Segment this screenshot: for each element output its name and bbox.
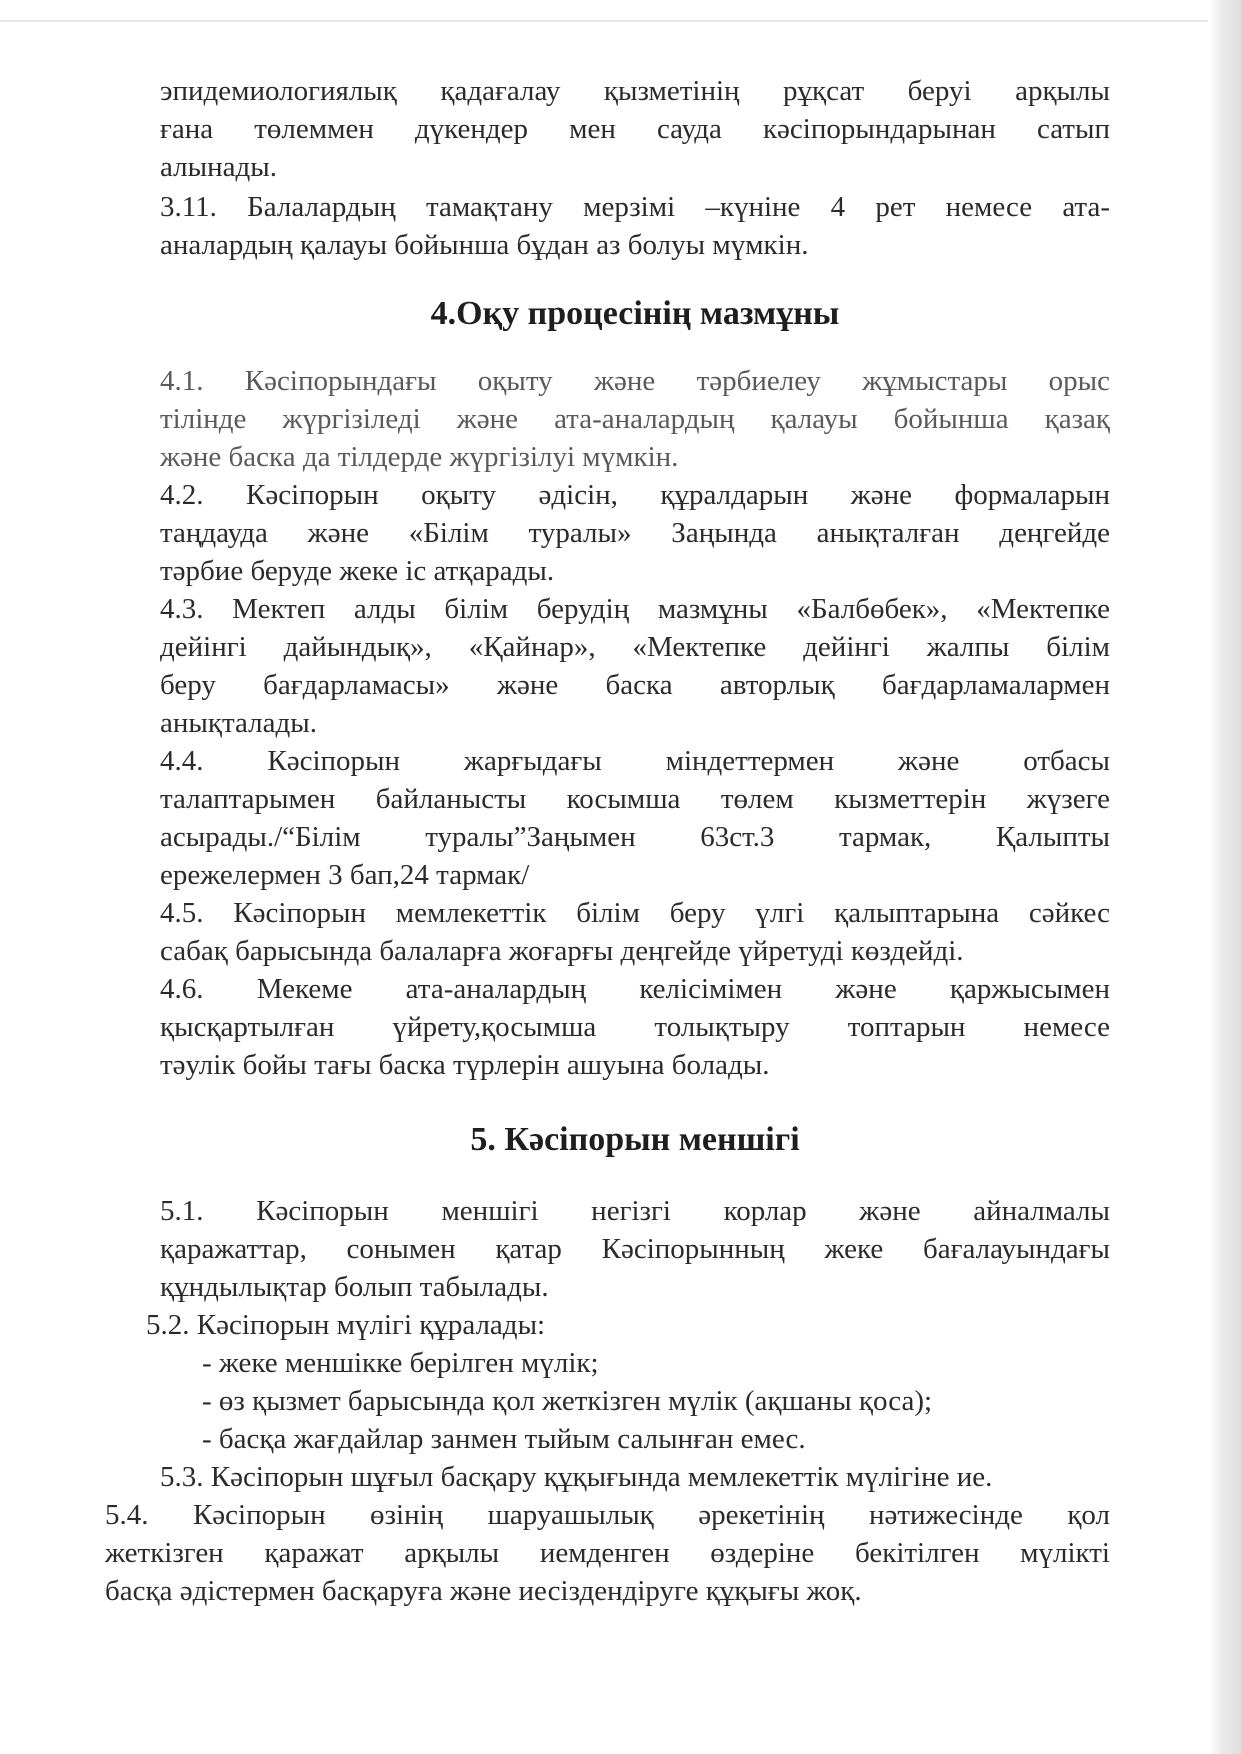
bullet-item: - өз қызмет барысында қол жеткізген мүлік (ақшаны қоса); xyxy=(202,1385,933,1417)
text-line: 4.1. Кәсіпорындағы оқыту және тәрбиелеу жұмыстары орыс xyxy=(160,365,1110,397)
item-5-4 xyxy=(105,1496,1110,1610)
bullet-item: - басқа жағдайлар занмен тыйым салынған емес. xyxy=(202,1423,806,1455)
text-line: беру бағдарламасы» және баска авторлық бағдарламалармен xyxy=(160,669,1110,701)
text-line: басқа әдістермен басқаруға және иесіздендіруге құқығы жоқ. xyxy=(105,1575,862,1607)
item-3-11-line: 3.11. Балалардың тамақтану мерзімі –күніне 4 рет немесе ата- xyxy=(160,191,1110,223)
text-line: жеткізген қаражат арқылы иемденген өздеріне бекітілген мүлікті xyxy=(105,1537,1110,1569)
text-line: 5.1. Кәсіпорын меншігі негізгі корлар және айналмалы xyxy=(160,1195,1110,1227)
item-4-3 xyxy=(160,590,1110,742)
scan-right-edge xyxy=(1208,0,1242,1754)
text-line: сабақ барысында балаларға жоғарғы деңгейде үйретуді көздейді. xyxy=(160,935,964,967)
text-line: құндылықтар болып табылады. xyxy=(160,1271,549,1303)
bullet-item: - жеке меншікке берілген мүлік; xyxy=(202,1347,599,1379)
text-line: 4.3. Мектеп алды білім берудің мазмұны «Балбөбек», «Мектепке xyxy=(160,593,1110,625)
section-4-heading: 4.Оқу процесінің мазмұны xyxy=(430,295,840,332)
text-line: 4.2. Кәсіпорын оқыту әдісін, құралдарын және формаларын xyxy=(160,479,1110,511)
section-5-body xyxy=(105,1192,1110,1610)
text-line: қаражаттар, сонымен қатар Кәсіпорынның жеке бағалауындағы xyxy=(160,1233,1110,1265)
text-line: тәулік бойы тағы баска түрлерін ашуына болады. xyxy=(160,1049,770,1081)
section-4-body xyxy=(160,362,1110,1084)
text-line: талаптарымен байланысты косымша төлем кызметтерін жүзеге xyxy=(160,783,1110,815)
item-3-11-line: аналардың қалауы бойынша бұдан аз болуы мүмкін. xyxy=(160,229,809,261)
document-page xyxy=(105,72,1110,1712)
text-line: 4.5. Кәсіпорын мемлекеттік білім беру үлгі қалыптарына сәйкес xyxy=(160,897,1110,929)
text-line: анықталады. xyxy=(160,707,317,739)
text-line: қысқартылған үйрету,қосымша толықтыру топтарын немесе xyxy=(160,1011,1110,1043)
text-line: асырады./“Білім туралы”Заңымен 63ст.3 тармак, Қалыпты xyxy=(160,821,1110,853)
section-5-heading: 5. Кәсіпорын меншігі xyxy=(470,1121,800,1158)
text-line: ережелермен 3 бап,24 тармак/ xyxy=(160,859,530,891)
scan-top-edge xyxy=(0,20,1242,22)
text-line: 4.4. Кәсіпорын жарғыдағы міндеттермен және отбасы xyxy=(160,745,1110,777)
text-line: таңдауда және «Білім туралы» Заңында анықталған деңгейде xyxy=(160,517,1110,549)
section3-continuation xyxy=(160,72,1110,264)
text-line: 5.4. Кәсіпорын өзінің шаруашылық әрекетінің нәтижесінде қол xyxy=(105,1499,1110,1531)
text-line: және баска да тілдерде жүргізілуі мүмкін. xyxy=(160,441,679,473)
text-line: 4.6. Мекеме ата-аналардың келісімімен және қаржысымен xyxy=(160,973,1110,1005)
item-5-2: 5.2. Кәсіпорын мүлігі құралады: xyxy=(146,1309,546,1341)
item-4-6 xyxy=(160,970,1110,1084)
item-4-4 xyxy=(160,742,1110,894)
item-5-1 xyxy=(160,1192,1110,1306)
item-5-3: 5.3. Кәсіпорын шұғыл басқару құқығында мемлекеттік мүлігіне ие. xyxy=(160,1461,993,1493)
item-4-2 xyxy=(160,476,1110,590)
text-line: дейінгі дайындық», «Қайнар», «Мектепке дейінгі жалпы білім xyxy=(160,631,1110,663)
text-line: тілінде жүргізіледі және ата-аналардың қалауы бойынша қазақ xyxy=(160,403,1110,435)
text-line: эпидемиологиялық қадағалау қызметінің рұқсат беруі арқылы xyxy=(160,75,1110,107)
text-line: ғана төлеммен дүкендер мен сауда кәсіпорындарынан сатып xyxy=(160,113,1110,145)
text-line: алынады. xyxy=(160,151,277,183)
item-4-5 xyxy=(160,894,1110,970)
item-4-1 xyxy=(160,362,1110,476)
text-line: тәрбие беруде жеке іс атқарады. xyxy=(160,555,555,587)
